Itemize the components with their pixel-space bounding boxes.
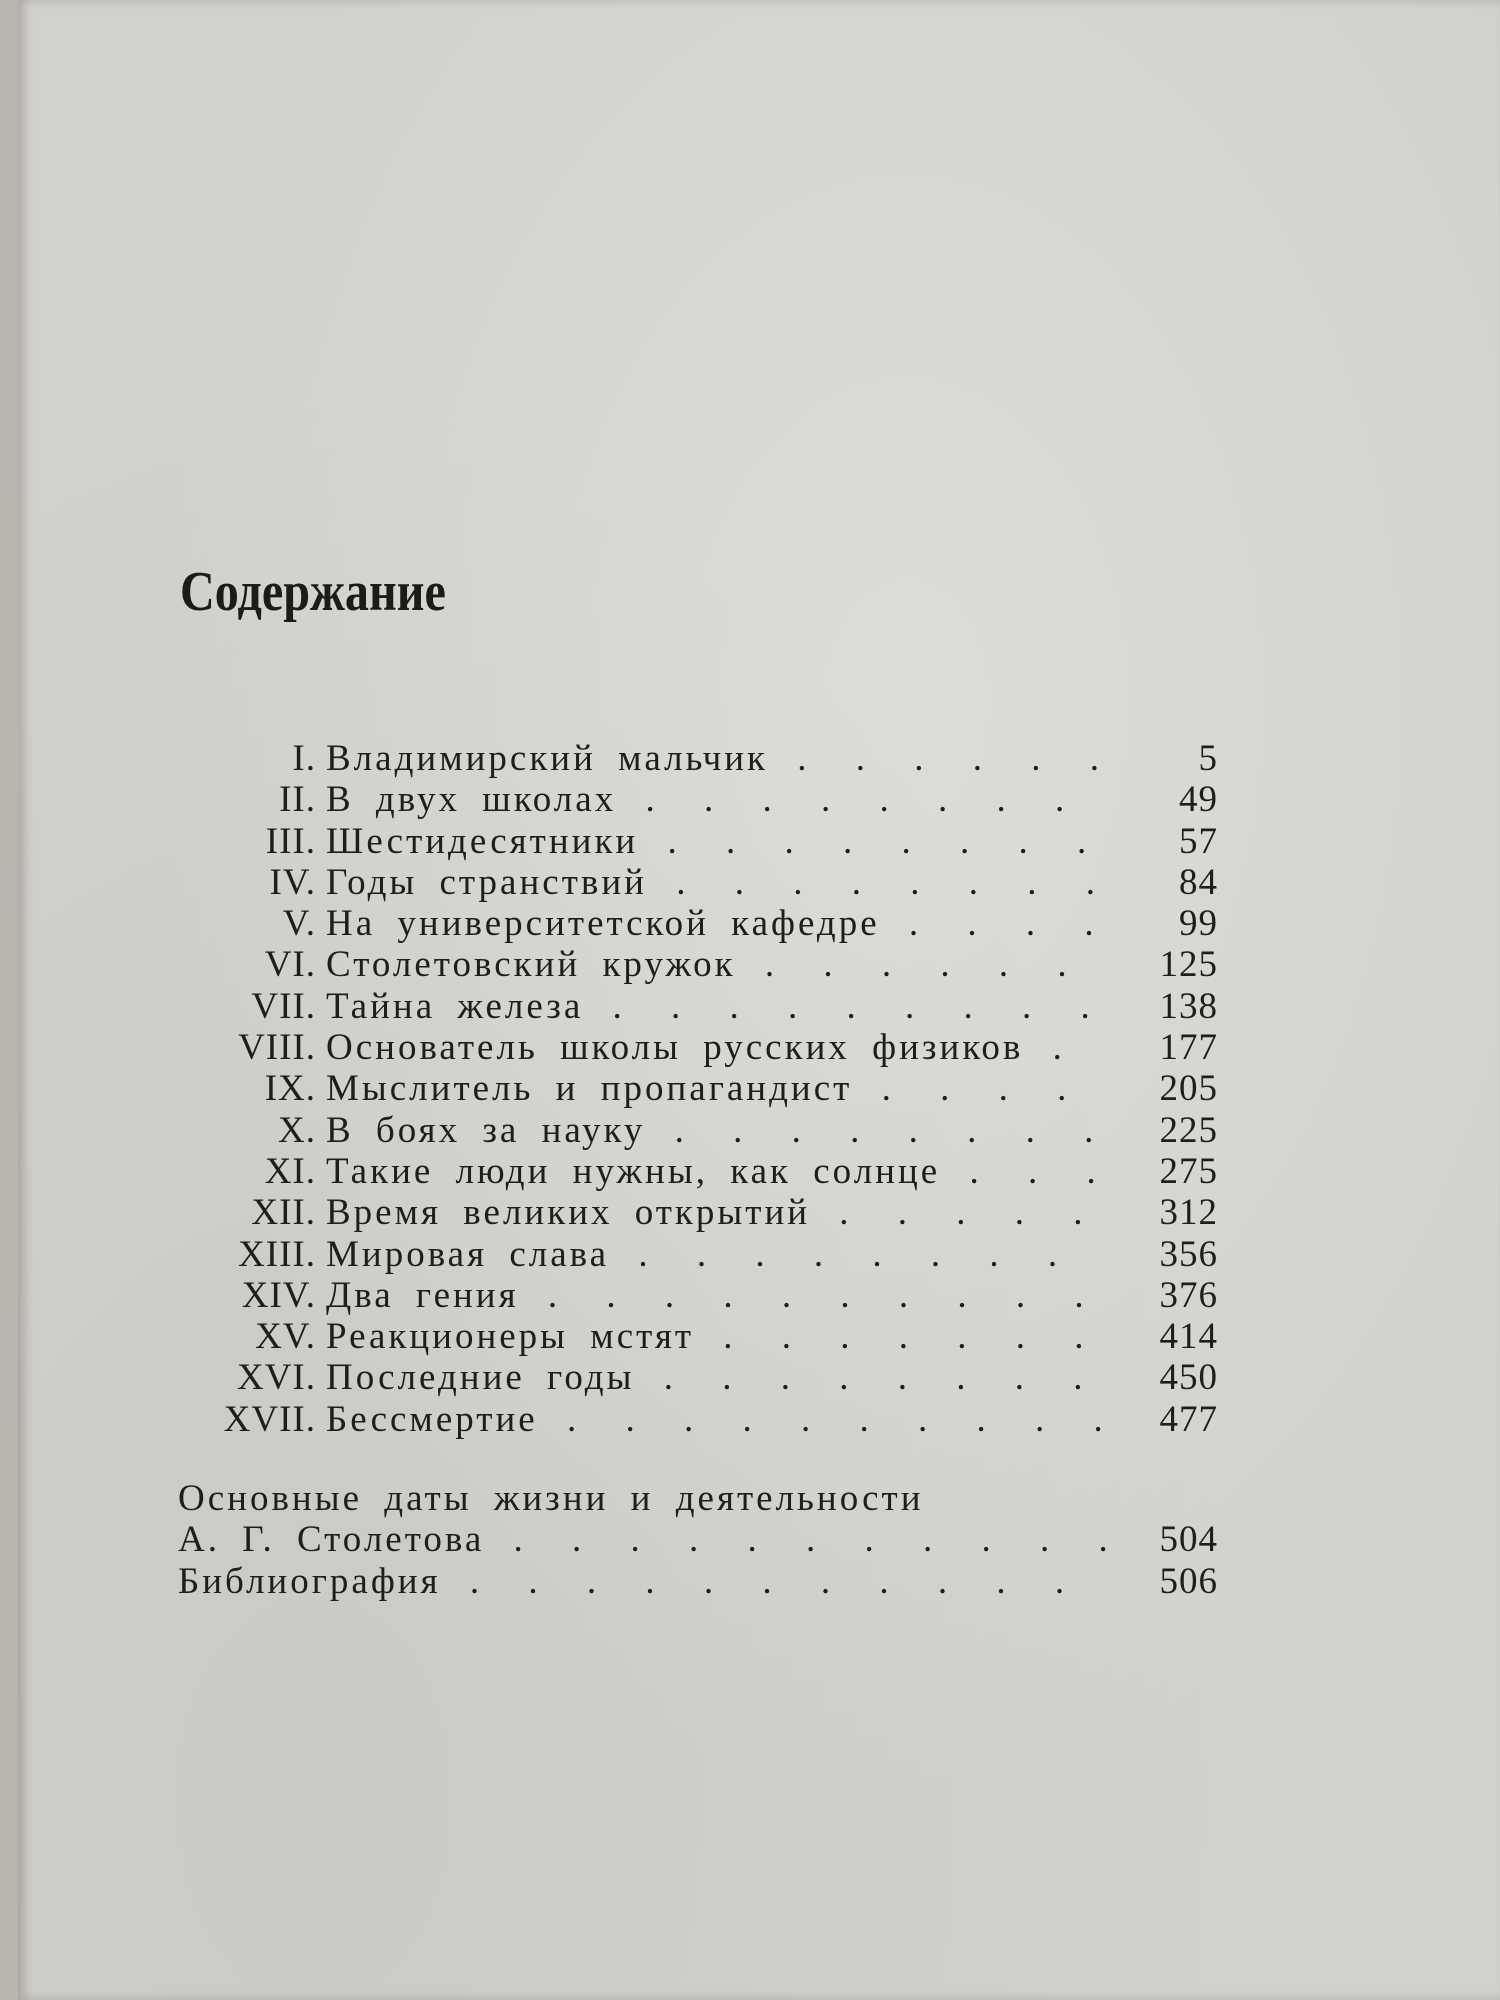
chapter-title: Мировая слава . . .: [326, 1234, 1108, 1275]
list-item: [178, 738, 1218, 779]
chapter-title: Шестидесятники . . .: [326, 821, 1108, 862]
chapter-number: XI.: [264, 1150, 316, 1192]
chapter-page-number: 205: [1159, 1068, 1218, 1110]
book-page: [18, 0, 1500, 2000]
dates-title-line2: А. Г. Столетова . . .: [178, 1519, 1108, 1560]
chapter-list: [178, 738, 1218, 1440]
chapter-number: VI.: [264, 944, 316, 986]
chapter-title: Мыслитель и пропагандист . . .: [326, 1068, 1108, 1109]
chapter-number: XVI.: [236, 1357, 316, 1399]
chapter-page-number: 477: [1159, 1398, 1218, 1440]
chapter-page-number: 5: [1198, 738, 1218, 779]
bibliography-title: Библиография . . .: [178, 1561, 1108, 1602]
chapter-page-number: 84: [1179, 861, 1218, 903]
list-item: [178, 1519, 1218, 1560]
chapter-number: II.: [279, 779, 316, 821]
chapter-page-number: 57: [1179, 820, 1218, 862]
dates-page-number: 504: [1159, 1519, 1218, 1561]
chapter-title: Последние годы . . .: [326, 1357, 1108, 1398]
chapter-number: XV.: [255, 1316, 316, 1358]
bibliography-page-number: 506: [1159, 1560, 1218, 1602]
chapter-page-number: 450: [1159, 1357, 1218, 1399]
list-item: [178, 1068, 1218, 1109]
chapter-number: VII.: [251, 985, 316, 1027]
chapter-title: В двух школах . . .: [326, 779, 1108, 820]
chapter-page-number: 125: [1159, 944, 1218, 986]
chapter-title: Реакционеры мстят . . .: [326, 1316, 1108, 1357]
list-item: [178, 944, 1218, 985]
chapter-number: XIII.: [238, 1233, 316, 1275]
chapter-page-number: 177: [1159, 1027, 1218, 1069]
list-item: [178, 1316, 1218, 1357]
chapter-page-number: 138: [1159, 985, 1218, 1027]
chapter-number: XII.: [251, 1192, 316, 1234]
chapter-title: Годы странствий . . .: [326, 862, 1108, 903]
chapter-title: Время великих открытий . . .: [326, 1192, 1108, 1233]
list-item: [178, 1234, 1218, 1275]
list-item: [178, 986, 1218, 1027]
chapter-title: Владимирский мальчик . . .: [326, 738, 1108, 779]
list-item: [178, 1151, 1218, 1192]
chapter-page-number: 275: [1159, 1150, 1218, 1192]
list-item: [178, 1275, 1218, 1316]
list-item: [178, 903, 1218, 944]
page-title: Содержание: [180, 561, 446, 623]
chapter-number: I.: [292, 738, 316, 779]
chapter-title: Тайна железа . . .: [326, 986, 1108, 1027]
chapter-title: Два гения . . .: [326, 1275, 1108, 1316]
chapter-page-number: 356: [1159, 1233, 1218, 1275]
list-item: [178, 779, 1218, 820]
chapter-page-number: 225: [1159, 1109, 1218, 1151]
chapter-page-number: 414: [1159, 1316, 1218, 1358]
list-item: [178, 862, 1218, 903]
chapter-title: Бессмертие . . .: [326, 1399, 1108, 1440]
table-of-contents: [178, 738, 1218, 1602]
chapter-page-number: 99: [1179, 903, 1218, 945]
chapter-number: III.: [265, 820, 316, 862]
list-item: [178, 1478, 1218, 1519]
chapter-title: На университетской кафедре . . .: [326, 903, 1108, 944]
list-item: [178, 1357, 1218, 1398]
list-item: [178, 1110, 1218, 1151]
chapter-title: Столетовский кружок . . .: [326, 944, 1108, 985]
appendix-list: [178, 1478, 1218, 1602]
chapter-number: IX.: [264, 1068, 316, 1110]
chapter-page-number: 312: [1159, 1192, 1218, 1234]
chapter-number: VIII.: [238, 1027, 316, 1069]
chapter-page-number: 49: [1179, 779, 1218, 821]
list-item: [178, 1399, 1218, 1440]
chapter-number: X.: [278, 1109, 316, 1151]
chapter-title: Такие люди нужны, как солнце . . .: [326, 1151, 1108, 1192]
chapter-page-number: 376: [1159, 1274, 1218, 1316]
chapter-number: XVII.: [223, 1398, 316, 1440]
chapter-number: V.: [282, 903, 316, 945]
dates-title-line1: Основные даты жизни и деятельности: [178, 1478, 924, 1520]
chapter-title: Основатель школы русских физиков . . .: [326, 1027, 1108, 1068]
list-item: [178, 1561, 1218, 1602]
list-item: [178, 821, 1218, 862]
list-item: [178, 1192, 1218, 1233]
chapter-number: IV.: [269, 861, 316, 903]
chapter-title: В боях за науку . . .: [326, 1110, 1108, 1151]
chapter-number: XIV.: [241, 1274, 316, 1316]
list-item: [178, 1027, 1218, 1068]
